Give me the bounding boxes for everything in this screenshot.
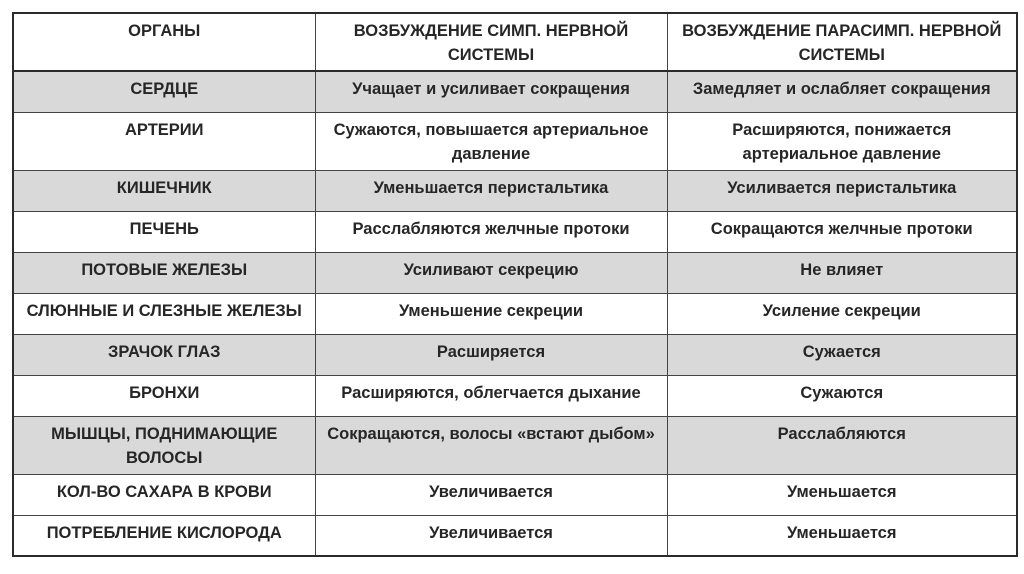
- organ-cell: ПОТОВЫЕ ЖЕЛЕЗЫ: [13, 252, 315, 293]
- table-row: [13, 515, 1017, 556]
- organ-cell: МЫШЦЫ, ПОДНИМАЮЩИЕ ВОЛОСЫ: [13, 416, 315, 474]
- organ-cell: БРОНХИ: [13, 375, 315, 416]
- parasympathetic-cell: Расслабляются: [667, 416, 1017, 474]
- table-row: [13, 293, 1017, 334]
- sympathetic-cell: Расширяется: [315, 334, 667, 375]
- organ-comparison-table: [12, 12, 1018, 557]
- table-row: [13, 71, 1017, 112]
- table-header-row: [13, 13, 1017, 71]
- table-row: [13, 474, 1017, 515]
- parasympathetic-cell: Замедляет и ослабляет сокращения: [667, 71, 1017, 112]
- sympathetic-cell: Увеличивается: [315, 515, 667, 556]
- organ-cell: ПОТРЕБЛЕНИЕ КИСЛОРОДА: [13, 515, 315, 556]
- header-parasympathetic: ВОЗБУЖДЕНИЕ ПАРАСИМП. НЕРВНОЙ СИСТЕМЫ: [667, 13, 1017, 71]
- organ-cell: ЗРАЧОК ГЛАЗ: [13, 334, 315, 375]
- parasympathetic-cell: Сужаются: [667, 375, 1017, 416]
- sympathetic-cell: Уменьшается перистальтика: [315, 170, 667, 211]
- sympathetic-cell: Расширяются, облегчается дыхание: [315, 375, 667, 416]
- organ-cell: АРТЕРИИ: [13, 112, 315, 170]
- organ-cell: ПЕЧЕНЬ: [13, 211, 315, 252]
- header-sympathetic: ВОЗБУЖДЕНИЕ СИМП. НЕРВНОЙ СИСТЕМЫ: [315, 13, 667, 71]
- table-row: [13, 375, 1017, 416]
- organ-comparison-table-container: [12, 12, 1016, 557]
- table-row: [13, 170, 1017, 211]
- organ-cell: СЕРДЦЕ: [13, 71, 315, 112]
- sympathetic-cell: Усиливают секрецию: [315, 252, 667, 293]
- table-row: [13, 112, 1017, 170]
- parasympathetic-cell: Не влияет: [667, 252, 1017, 293]
- organ-cell: КИШЕЧНИК: [13, 170, 315, 211]
- parasympathetic-cell: Расширяются, понижается артериальное давление: [667, 112, 1017, 170]
- table-row: [13, 334, 1017, 375]
- sympathetic-cell: Сокращаются, волосы «встают дыбом»: [315, 416, 667, 474]
- sympathetic-cell: Расслабляются желчные протоки: [315, 211, 667, 252]
- parasympathetic-cell: Усиливается перистальтика: [667, 170, 1017, 211]
- table-row: [13, 252, 1017, 293]
- parasympathetic-cell: Сужается: [667, 334, 1017, 375]
- organ-cell: СЛЮННЫЕ И СЛЕЗНЫЕ ЖЕЛЕЗЫ: [13, 293, 315, 334]
- header-organs: ОРГАНЫ: [13, 13, 315, 71]
- organ-cell: КОЛ-ВО САХАРА В КРОВИ: [13, 474, 315, 515]
- table-row: [13, 416, 1017, 474]
- sympathetic-cell: Уменьшение секреции: [315, 293, 667, 334]
- sympathetic-cell: Увеличивается: [315, 474, 667, 515]
- sympathetic-cell: Учащает и усиливает сокращения: [315, 71, 667, 112]
- parasympathetic-cell: Уменьшается: [667, 474, 1017, 515]
- parasympathetic-cell: Усиление секреции: [667, 293, 1017, 334]
- table-row: [13, 211, 1017, 252]
- sympathetic-cell: Сужаются, повышается артериальное давление: [315, 112, 667, 170]
- parasympathetic-cell: Сокращаются желчные протоки: [667, 211, 1017, 252]
- parasympathetic-cell: Уменьшается: [667, 515, 1017, 556]
